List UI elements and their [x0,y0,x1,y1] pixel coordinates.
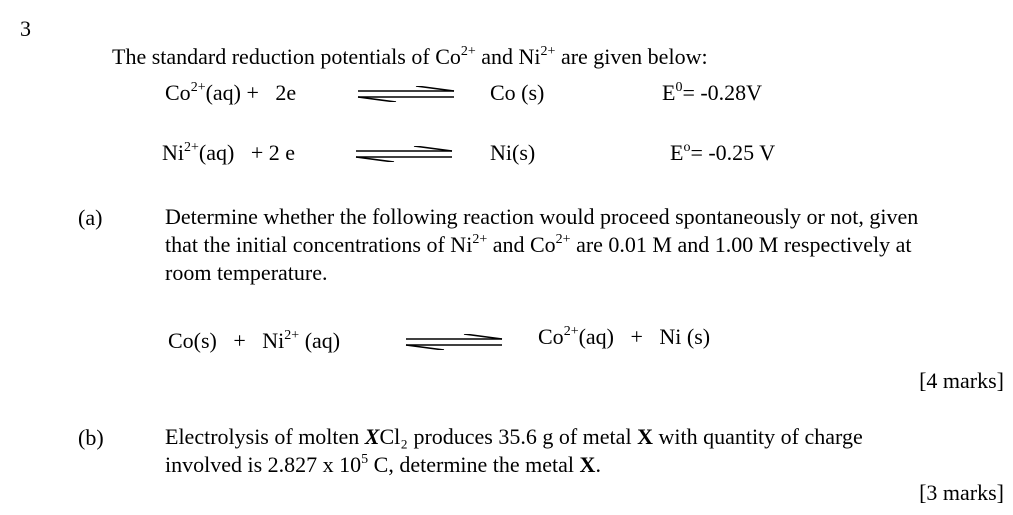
part-b-x-formula: X [364,424,380,449]
hr1-e: E [662,80,676,105]
intro-co-ion: Co [435,44,461,69]
intro-sentence [112,46,708,68]
part-b-line-1 [165,423,1010,451]
part-b-x-answer: X [579,452,596,477]
part-b-label: (b) [78,425,104,450]
part-a-line-2-mid: and Co [487,232,556,257]
part-a-line-2-post: are 0.01 M and 1.00 M respectively at [570,232,912,257]
part-b-text [165,423,1010,479]
part-a-ni-charge: 2+ [472,232,488,247]
part-b-exponent: 5 [361,452,369,467]
half-reaction-1-potential [662,82,762,104]
reaction-products [538,326,710,348]
part-a-text [165,203,1010,287]
part-a-label: (a) [78,205,103,230]
part-b-line-2-pre: involved is 2.827 x 10 [165,452,362,477]
hr2-species: Ni [162,140,184,165]
hr2-e-sup: o [683,140,691,155]
part-b-x-metal: X [637,424,653,449]
half-reaction-2-potential [670,142,775,164]
hr1-e-sup: 0 [675,80,683,95]
hr2-rest: (aq) + 2 e [198,140,295,165]
reaction-reactants [168,330,340,352]
part-b-line-1-cl: Cl₂ produces 35.6 g of metal [379,424,638,449]
hr1-species: Co [165,80,191,105]
part-a-line-2-pre: that the initial concentrations of Ni [165,232,473,257]
half-reaction-2-product: Ni(s) [490,140,536,165]
part-b-line-2-post: . [595,452,601,477]
hr1-e-value: = -0.28V [682,80,763,105]
part-a-marks: [4 marks] [919,368,1004,393]
intro-text: The standard reduction potentials of [112,44,436,69]
part-a-line-1: Determine whether the following reaction would proceed spontaneously or not, given [165,204,919,229]
part-b-marks: [3 marks] [919,480,1004,505]
reaction-product-charge: 2+ [563,324,579,339]
half-reaction-1-left [165,82,296,104]
intro-tail: are given below: [555,44,708,69]
half-reaction-2-left [162,142,295,164]
reaction-product-1: Co [538,324,564,349]
intro-co-charge: 2+ [460,44,476,59]
reaction-reactant-charge: 2+ [284,328,300,343]
hr1-rest: (aq) + 2e [205,80,297,105]
half-reaction-1-product: Co (s) [490,80,545,105]
reaction-reactant-1: Co(s) + Ni [168,328,285,353]
part-b-line-2-mid: C, determine the metal [368,452,580,477]
part-b-line-2 [165,451,1010,479]
question-number: 3 [20,16,31,41]
reaction-reactant-2: (aq) [299,328,341,353]
intro-ni-ion: Ni [518,44,541,69]
equilibrium-arrow-2 [354,146,454,162]
part-a-co-charge: 2+ [555,232,571,247]
reaction-product-2: (aq) + Ni (s) [578,324,711,349]
hr2-charge: 2+ [184,140,199,155]
part-a-line-3: room temperature. [165,260,328,285]
hr2-e-value: = -0.25 V [690,140,776,165]
equilibrium-arrow-1 [356,86,456,102]
part-b-line-1-pre: Electrolysis of molten [165,424,365,449]
equilibrium-arrow-3 [404,334,504,350]
intro-ni-charge: 2+ [540,44,556,59]
hr1-charge: 2+ [190,80,206,95]
hr2-e: E [670,140,684,165]
intro-and: and [475,44,519,69]
part-a-line-2 [165,231,1010,259]
part-b-line-1-post: with quantity of charge [652,424,863,449]
